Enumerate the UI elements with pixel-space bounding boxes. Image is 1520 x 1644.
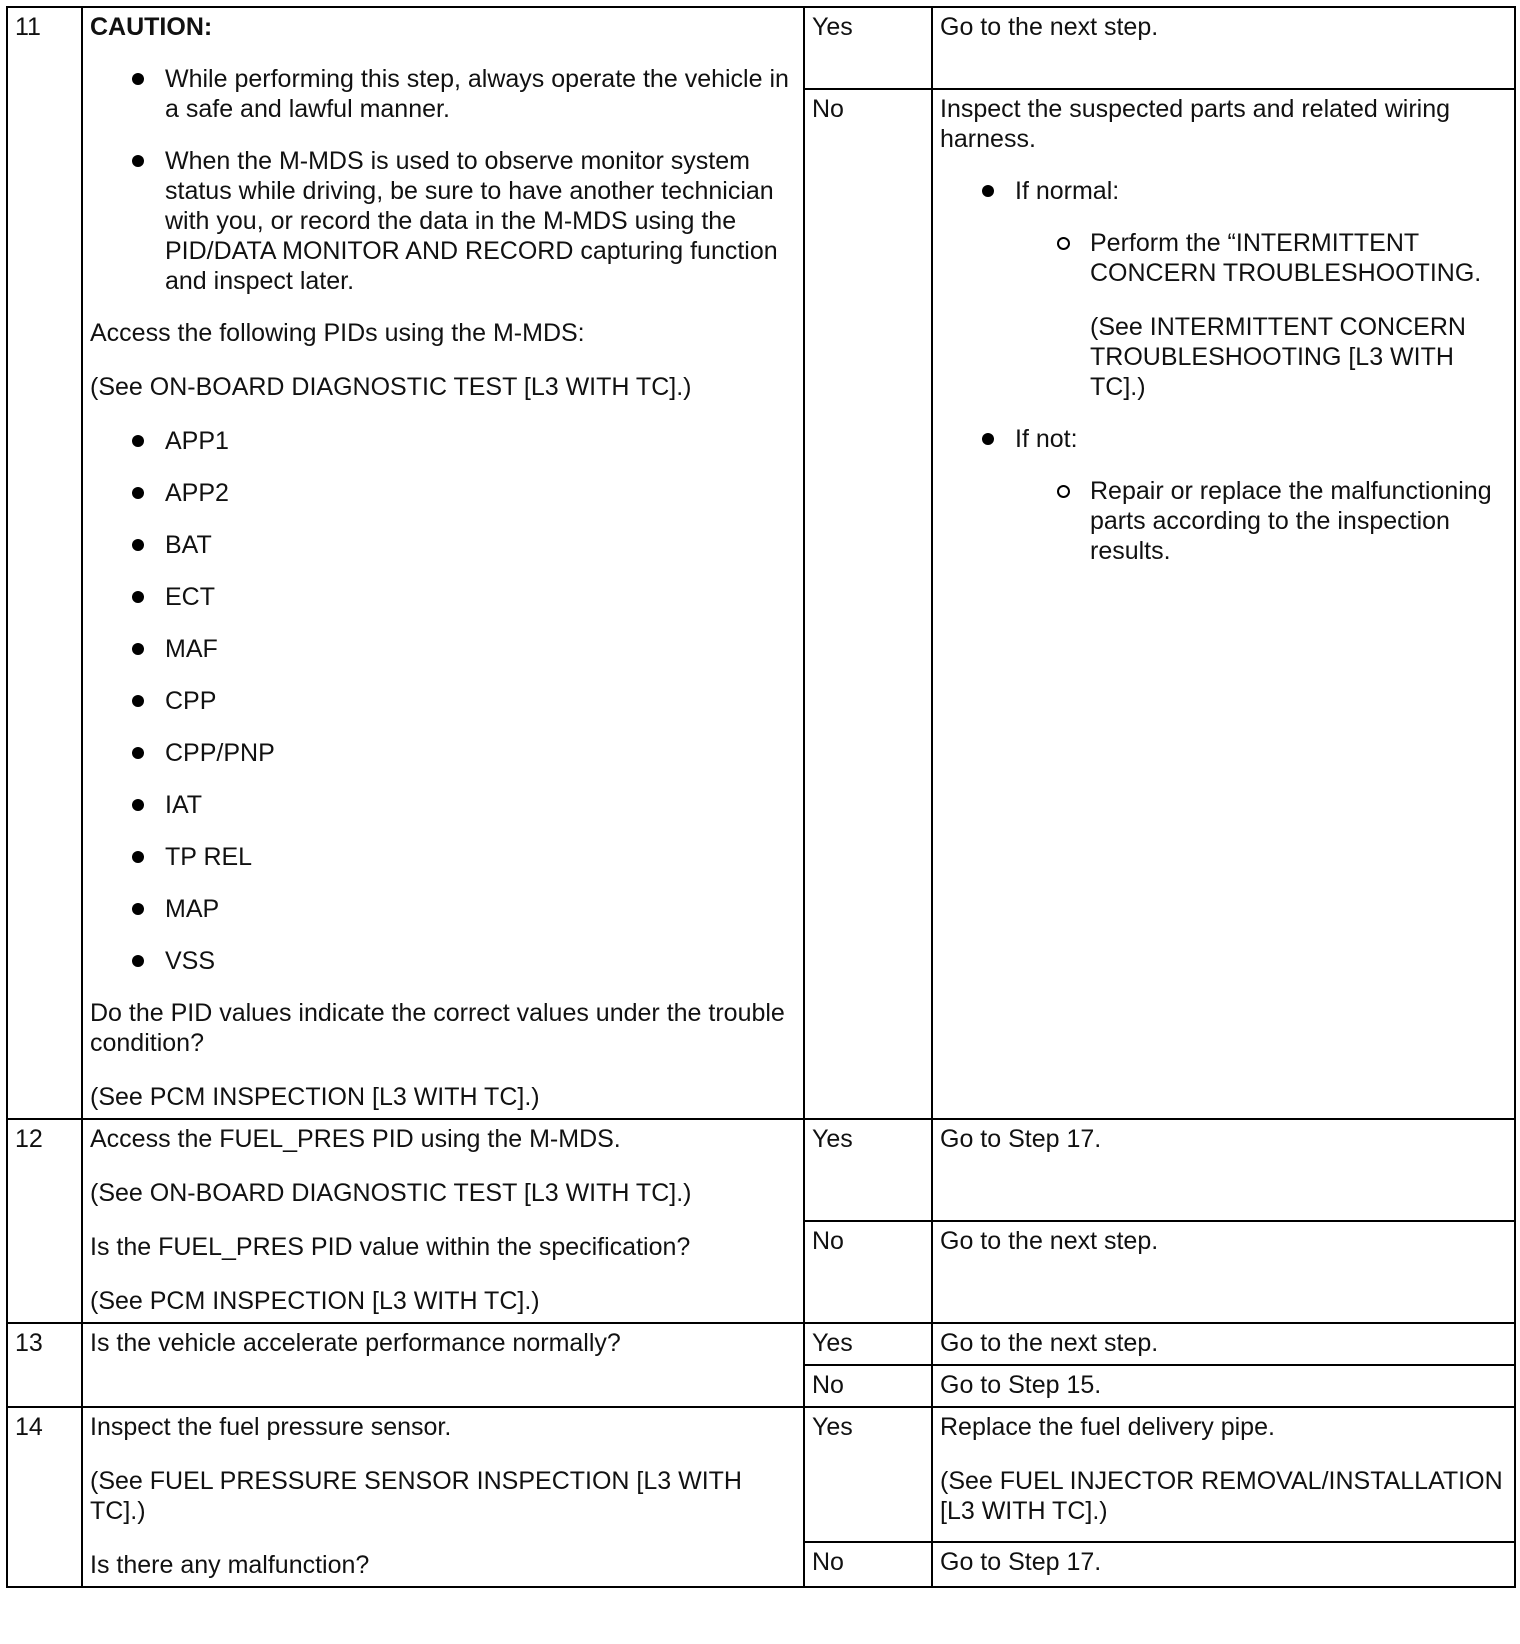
bullet-icon [132, 851, 144, 863]
list-item: CPP/PNP [90, 738, 797, 768]
no-label: No [804, 89, 932, 1119]
see-reference: (See PCM INSPECTION [L3 WITH TC].) [90, 1287, 540, 1315]
question-text: Is the FUEL_PRES PID value within the specification? [90, 1233, 691, 1261]
see-reference: (See PCM INSPECTION [L3 WITH TC].) [90, 1083, 540, 1111]
step-12-yes-row [7, 1119, 1515, 1221]
list-item [1015, 228, 1508, 402]
list-item: ECT [90, 582, 797, 612]
see-reference: (See FUEL PRESSURE SENSOR INSPECTION [L3 WITH TC].) [90, 1467, 742, 1525]
sub-action: Perform the “INTERMITTENT CONCERN TROUBLESHOOTING. [1090, 229, 1482, 287]
no-action: Go to Step 15. [932, 1365, 1515, 1407]
question-text: Do the PID values indicate the correct values under the trouble condition? [90, 999, 785, 1057]
step-number: 12 [7, 1119, 82, 1323]
bullet-icon [132, 155, 144, 167]
step-description [82, 1323, 804, 1407]
no-label: No [804, 1542, 932, 1587]
no-action-intro: Inspect the suspected parts and related wiring harness. [940, 95, 1451, 153]
step-number: 14 [7, 1407, 82, 1587]
access-text: Access the following PIDs using the M-MDS: [90, 319, 585, 347]
see-reference: (See ON-BOARD DIAGNOSTIC TEST [L3 WITH TC].) [90, 1179, 692, 1207]
bullet-icon [132, 747, 144, 759]
yes-label: Yes [804, 1407, 932, 1542]
no-label: No [804, 1221, 932, 1323]
caution-list [90, 64, 797, 296]
bullet-icon [132, 643, 144, 655]
bullet-icon [132, 903, 144, 915]
step-description [82, 7, 804, 1119]
pid-list [90, 426, 797, 976]
no-action: Go to Step 17. [932, 1542, 1515, 1587]
list-item: VSS [90, 946, 797, 976]
no-action [932, 89, 1515, 1119]
bullet-icon [132, 591, 144, 603]
see-reference: (See ON-BOARD DIAGNOSTIC TEST [L3 WITH TC].) [90, 373, 692, 401]
list-item: IAT [90, 790, 797, 820]
condition-label: If normal: [1015, 177, 1120, 205]
step-description: Inspect the fuel pressure sensor. (See FUEL PRESSURE SENSOR INSPECTION [L3 WITH TC].) Is there any malfunction? [82, 1407, 804, 1587]
list-item: CPP [90, 686, 797, 716]
no-action: Go to the next step. [932, 1221, 1515, 1323]
question-text: Is the vehicle accelerate performance normally? [90, 1329, 621, 1357]
bullet-icon [132, 539, 144, 551]
troubleshooting-table [6, 6, 1516, 1588]
list-item: APP2 [90, 478, 797, 508]
yes-label: Yes [804, 7, 932, 89]
no-label: No [804, 1365, 932, 1407]
yes-action: Go to Step 17. [932, 1119, 1515, 1221]
list-item [940, 424, 1508, 566]
yes-action: Go to the next step. [932, 1323, 1515, 1365]
step-number: 13 [7, 1323, 82, 1407]
sub-action: Repair or replace the malfunctioning parts according to the inspection results. [1090, 477, 1492, 565]
yes-action: Replace the fuel delivery pipe. (See FUEL INJECTOR REMOVAL/INSTALLATION [L3 WITH TC].) [932, 1407, 1515, 1542]
caution-label: CAUTION: [90, 13, 213, 41]
bullet-icon [982, 433, 994, 445]
bullet-icon [132, 695, 144, 707]
yes-action: Go to the next step. [932, 7, 1515, 89]
bullet-icon [132, 73, 144, 85]
see-reference: (See INTERMITTENT CONCERN TROUBLESHOOTING [L3 WITH TC].) [1090, 313, 1466, 401]
list-item: While performing this step, always operate the vehicle in a safe and lawful manner. [90, 64, 797, 124]
list-item: When the M-MDS is used to observe monitor system status while driving, be sure to have another technician with you, or record the data in the M-MDS using the PID/DATA MONITOR AND RECORD capturing function and inspect later. [90, 146, 797, 296]
question-text: Is there any malfunction? [90, 1551, 370, 1579]
step-11-yes-row [7, 7, 1515, 89]
step-13-yes-row [7, 1323, 1515, 1365]
step-description: Access the FUEL_PRES PID using the M-MDS. (See ON-BOARD DIAGNOSTIC TEST [L3 WITH TC].) Is the FUEL_PRES PID value within the specification? (See PCM INSPECTION [L3 WITH TC].) [82, 1119, 804, 1323]
list-item: BAT [90, 530, 797, 560]
bullet-icon [132, 955, 144, 967]
bullet-icon [982, 185, 994, 197]
step-number: 11 [7, 7, 82, 1119]
list-item [940, 176, 1508, 402]
list-item: MAP [90, 894, 797, 924]
list-item [1015, 476, 1508, 566]
list-item: MAF [90, 634, 797, 664]
see-reference: (See FUEL INJECTOR REMOVAL/INSTALLATION [L3 WITH TC].) [940, 1467, 1503, 1525]
step-14-yes-row [7, 1407, 1515, 1542]
list-item: APP1 [90, 426, 797, 456]
bullet-icon [132, 799, 144, 811]
yes-label: Yes [804, 1323, 932, 1365]
circle-bullet-icon [1057, 485, 1070, 498]
bullet-icon [132, 435, 144, 447]
sub-list [1015, 228, 1508, 402]
list-item: TP REL [90, 842, 797, 872]
condition-list [940, 176, 1508, 566]
yes-label: Yes [804, 1119, 932, 1221]
bullet-icon [132, 487, 144, 499]
circle-bullet-icon [1057, 237, 1070, 250]
condition-label: If not: [1015, 425, 1078, 453]
sub-list [1015, 476, 1508, 566]
